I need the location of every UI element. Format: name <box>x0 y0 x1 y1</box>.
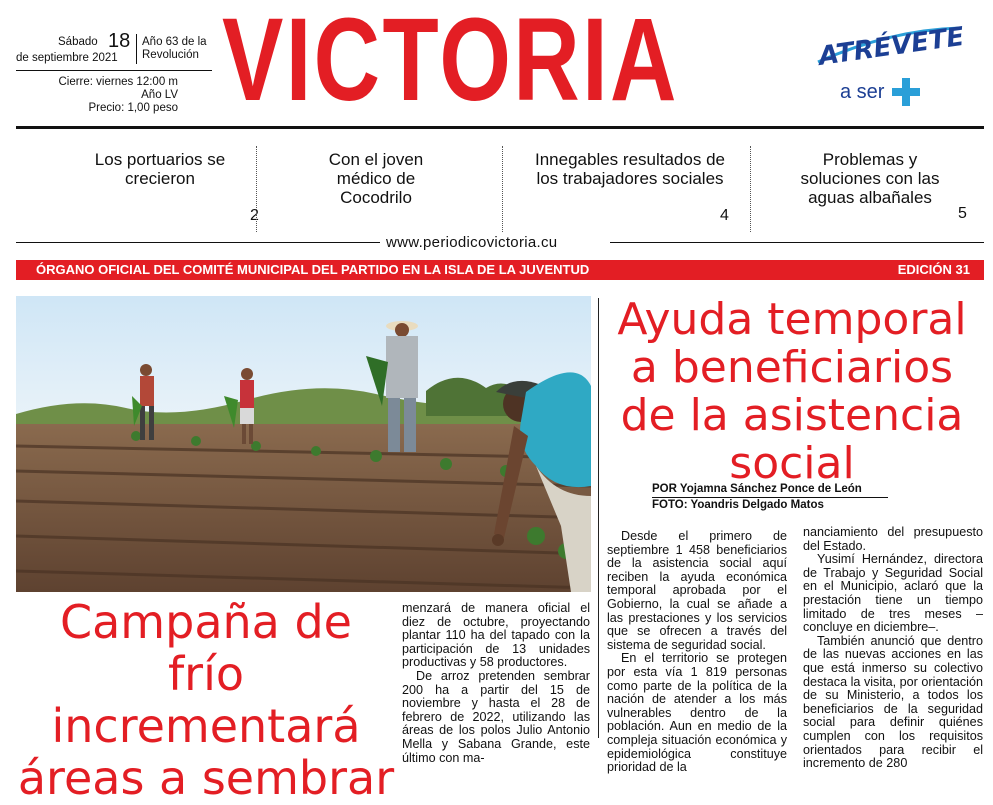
field-workers-photo <box>16 296 591 592</box>
author: POR Yojamna Sánchez Ponce de León <box>652 483 862 495</box>
paragraph: menzará de manera oficial el diez de octubre, proyectando plantar 110 ha del tapado con la participación de 13 unidades productivas y 58 productores. <box>402 601 590 670</box>
organ-text: ÓRGANO OFICIAL DEL COMITÉ MUNICIPAL DEL PARTIDO EN LA ISLA DE LA JUVENTUD <box>36 262 590 277</box>
month-year: de septiembre 2021 <box>16 52 118 64</box>
precio-text: Precio: 1,00 peso <box>88 102 178 114</box>
right-story-column-1 <box>607 530 787 775</box>
url-rule-left <box>16 242 380 243</box>
newspaper-title: VICTORIA <box>222 0 679 126</box>
teaser-text: Con el joven médico de Cocodrilo <box>328 150 424 207</box>
photo-credit: FOTO: Yoandris Delgado Matos <box>652 499 824 511</box>
teaser-4[interactable] <box>770 150 970 230</box>
logo-sub: a ser <box>840 81 885 103</box>
teaser-text: Innegables resultados de los trabajadores sociales <box>535 150 725 188</box>
teaser-3[interactable] <box>520 150 740 230</box>
website-url[interactable]: www.periodicovictoria.cu <box>386 234 558 251</box>
teaser-page: 4 <box>720 207 729 224</box>
teaser-divider <box>502 146 503 232</box>
paragraph: De arroz pretenden sembrar 200 ha a partir del 15 de noviembre y hasta el 28 de febrero de 2022, utilizando las áreas de los polos Julio Antonio Mella y Sabana Grande, este último con ma- <box>402 668 590 765</box>
ano-text: Año LV <box>141 89 178 101</box>
teaser-text: Problemas y soluciones con las aguas albañales <box>800 150 940 207</box>
column-divider <box>598 298 599 738</box>
organ-banner <box>16 260 984 280</box>
teaser-divider <box>750 146 751 232</box>
right-headline: Ayuda temporal a beneficiarios de la asistencia social <box>617 294 967 489</box>
paragraph: También anunció que dentro de las nuevas acciones en las que está inmerso su colectivo destaca la visita, por orientación de su Ministerio, a todos los beneficiarios de la seguridad social para definir quiénes cumplen con los requisitos orientados para recibir el incremento de 280 <box>803 633 983 771</box>
left-headline: Campaña de frío incrementará áreas a sembrar <box>17 595 395 805</box>
teaser-divider <box>256 146 257 232</box>
meta-rule <box>16 70 212 71</box>
right-story-column-2 <box>803 526 983 771</box>
paragraph: En el territorio se protegen por esta vía 1 819 personas como parte de la política de la nación de atender a los más vulnerables dentro de la población. Aun en medio de la compleja situación económica y epidemiológica constituye prioridad de la <box>607 651 787 775</box>
day-name: Sábado <box>58 36 98 48</box>
teaser-1[interactable] <box>60 150 260 230</box>
paragraph: Desde el primero de septiembre 1 458 beneficiarios de la asistencia social aquí reciben la ayuda económica temporal aprobada por el Gobierno, la cual se añade a las prestaciones y los servicios que se ofrecen a través del sistema de seguridad social. <box>607 529 787 652</box>
logo-word: ATRÉVETE <box>816 21 967 72</box>
atrevete-logo <box>810 20 980 110</box>
byline-rule <box>652 497 888 498</box>
meta-divider <box>136 34 137 64</box>
revolution-year: Año 63 de la Revolución <box>142 36 207 61</box>
cierre-text: Cierre: viernes 12:00 m <box>58 76 178 88</box>
paragraph: nanciamiento del presupuesto del Estado. <box>803 525 983 553</box>
url-rule-right <box>610 242 984 243</box>
left-story-column <box>402 602 590 765</box>
day-number: 18 <box>108 30 131 52</box>
teaser-2[interactable] <box>276 150 476 230</box>
edition-info <box>48 76 178 115</box>
masthead-rule <box>16 126 984 129</box>
teaser-page: 5 <box>958 205 967 222</box>
edition-number: EDICIÓN 31 <box>897 262 970 277</box>
teaser-text: Los portuarios se crecieron <box>94 150 226 188</box>
paragraph: Yusimí Hernández, directora de Trabajo y Seguridad Social en el Municipio, aclaró que la prestación tiene un tiempo limitado de tres meses –concluye en diciembre–. <box>803 552 983 635</box>
teaser-page: 2 <box>250 207 259 224</box>
